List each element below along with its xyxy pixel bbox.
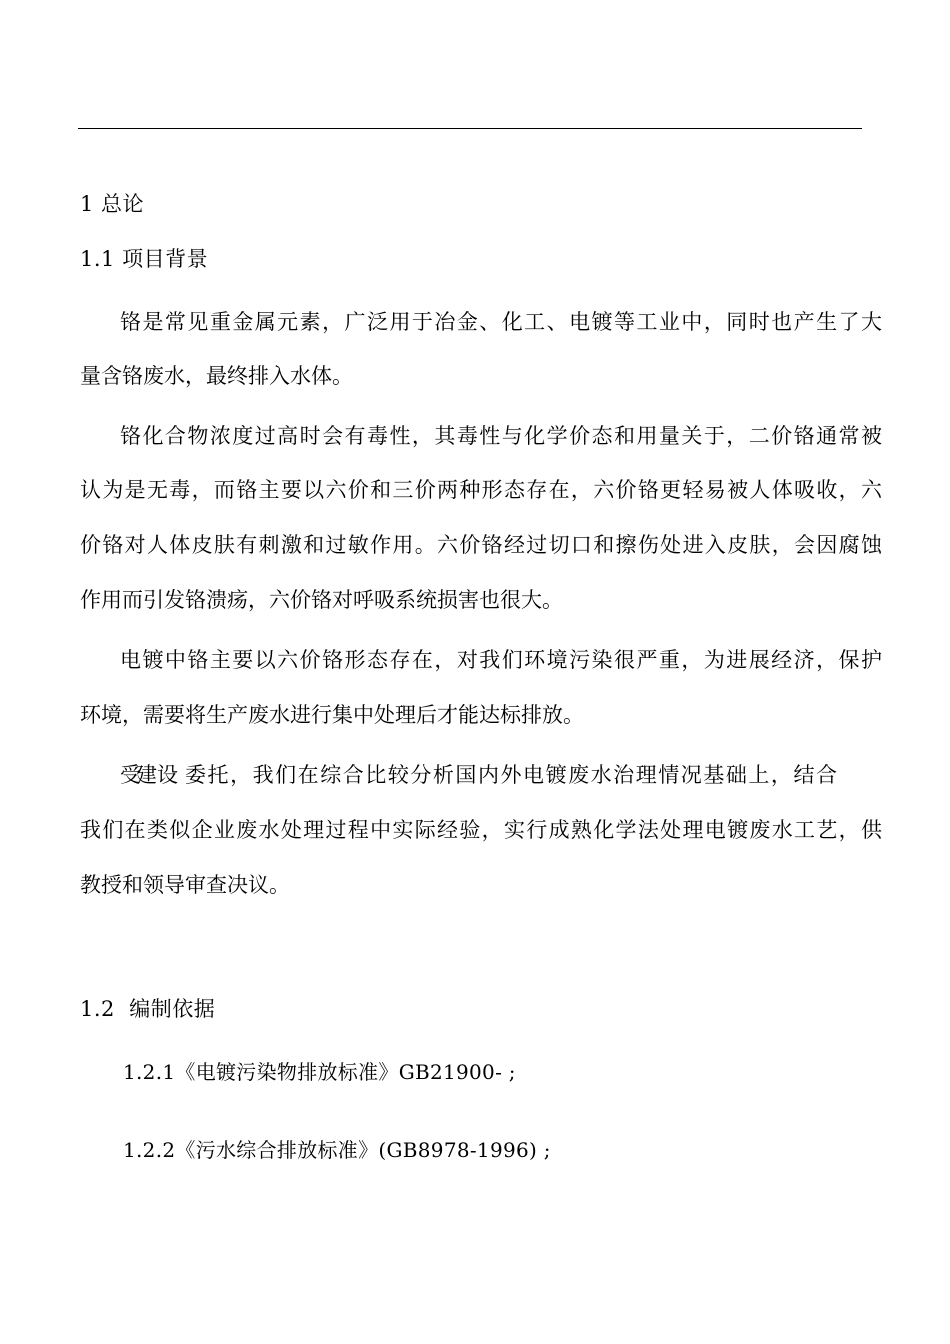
para4-line3: 教授和领导审查决议。 <box>80 873 290 897</box>
para2-line4: 作用而引发铬溃疡，六价铬对呼吸系统损害也很大。 <box>80 588 563 612</box>
section-title: 1 总论 <box>80 192 145 216</box>
header-rule <box>78 128 862 129</box>
subsection-heading-1-2: 1.2 编制依据 <box>80 997 216 1021</box>
para1-line2: 量含铬废水，最终排入水体。 <box>80 364 353 388</box>
para1-line1: 铬是常见重金属元素，广泛用于冶金、化工、电镀等工业中，同时也产生了大 <box>120 310 882 334</box>
para2-line1: 铬化合物浓度过高时会有毒性，其毒性与化学价态和用量关于，二价铬通常被 <box>120 424 882 448</box>
para2-line3: 价铬对人体皮肤有刺激和过敏作用。六价铬经过切口和擦伤处进入皮肤，会因腐蚀 <box>80 533 882 557</box>
para4-line1-overlap: 建设 <box>136 763 178 787</box>
reference-item-1: 1.2.1《电镀污染物排放标准》GB21900- ; <box>123 1060 516 1084</box>
reference-item-2: 1.2.2《污水综合排放标准》(GB8978-1996) ; <box>123 1138 551 1162</box>
para2-line2: 认为是无毒，而铬主要以六价和三价两种形态存在，六价铬更轻易被人体吸收，六 <box>80 478 882 502</box>
subsection-heading-1-1: 1.1 项目背景 <box>80 247 209 271</box>
para4-line2: 我们在类似企业废水处理过程中实际经验，实行成熟化学法处理电镀废水工艺，供 <box>80 818 882 842</box>
para3-line1: 电镀中铬主要以六价铬形态存在，对我们环境污染很严重，为进展经济，保护 <box>120 648 882 672</box>
para3-line2: 环境，需要将生产废水进行集中处理后才能达标排放。 <box>80 703 584 727</box>
para4-line1: 委托，我们在综合比较分析国内外电镀废水治理情况基础上，结合 <box>185 763 837 787</box>
para4-line1-prefix: 受 <box>120 763 141 787</box>
